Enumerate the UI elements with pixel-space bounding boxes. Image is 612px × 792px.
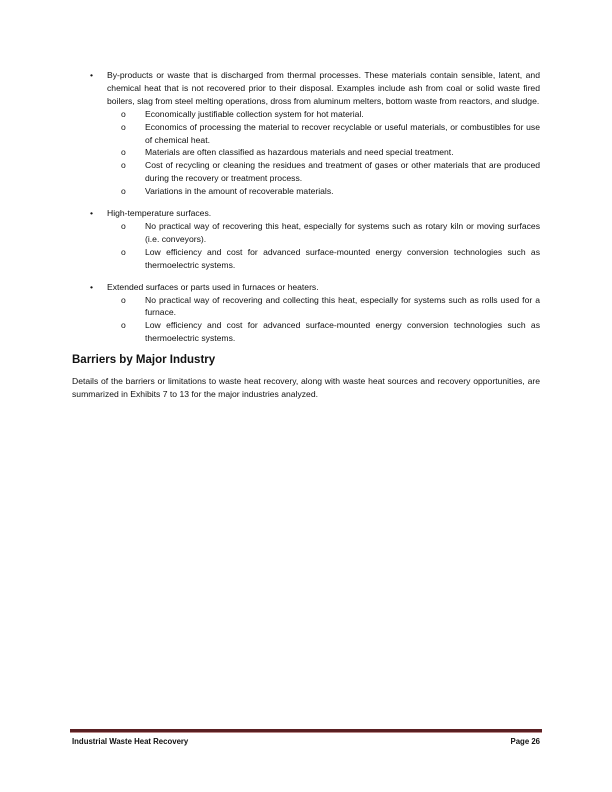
sub-bullet-list [107, 220, 540, 272]
bullet-item [72, 207, 540, 272]
bullet-list [72, 69, 540, 345]
sub-bullet-icon: o [121, 108, 126, 119]
sub-bullet-item [107, 146, 540, 159]
bullet-text: Extended surfaces or parts used in furnaces or heaters. [107, 281, 319, 292]
sub-bullet-icon: o [121, 220, 126, 231]
sub-bullet-list [107, 294, 540, 346]
sub-bullet-item [107, 121, 540, 147]
page-content [72, 69, 540, 401]
bullet-item [72, 281, 540, 346]
sub-bullet-text: No practical way of recovering this heat, especially for systems such as rotary kiln or moving surfaces (i.e. conveyors). [145, 220, 540, 244]
sub-bullet-icon: o [121, 147, 126, 158]
sub-bullet-item [107, 220, 540, 246]
sub-bullet-item [107, 246, 540, 272]
bullet-text: By-products or waste that is discharged from thermal processes. These materials contain sensible, latent, and chemical heat that is not recovered prior to their disposal. Examples include ash from coal or solid waste fired boilers, slag from steel melting operations, dross from aluminum melters, bottom waste from reactors, and sludge. [107, 70, 540, 106]
sub-bullet-text: Cost of recycling or cleaning the residues and treatment of gases or other materials that are produced during the recovery or treatment process. [145, 160, 540, 184]
sub-bullet-text: Low efficiency and cost for advanced surface-mounted energy conversion technologies such as thermoelectric systems. [145, 320, 540, 344]
bullet-item [72, 69, 540, 198]
sub-bullet-icon: o [121, 121, 126, 132]
sub-bullet-item [107, 108, 540, 121]
sub-bullet-text: Variations in the amount of recoverable materials. [145, 186, 334, 197]
bullet-icon: • [90, 208, 94, 219]
sub-bullet-icon: o [121, 160, 126, 171]
bullet-text: High-temperature surfaces. [107, 208, 212, 219]
section-heading: Barriers by Major Industry [72, 354, 216, 367]
sub-bullet-item [107, 294, 540, 320]
sub-bullet-text: Economically justifiable collection system for hot material. [145, 108, 364, 119]
sub-bullet-icon: o [121, 320, 126, 331]
sub-bullet-icon: o [121, 246, 126, 257]
sub-bullet-text: Economics of processing the material to recover recyclable or useful materials, or combustibles for use of chemical heat. [145, 121, 540, 145]
footer-rule-accent [70, 732, 542, 733]
footer-title: Industrial Waste Heat Recovery [72, 737, 189, 746]
sub-bullet-text: No practical way of recovering and collecting this heat, especially for systems such as rolls used for a furnace. [145, 294, 540, 318]
sub-bullet-icon: o [121, 186, 126, 197]
sub-bullet-icon: o [121, 294, 126, 305]
footer-page-number: Page 26 [510, 737, 540, 746]
sub-bullet-text: Materials are often classified as hazardous materials and need special treatment. [145, 147, 454, 158]
bullet-icon: • [90, 70, 94, 80]
sub-bullet-item [107, 159, 540, 185]
sub-bullet-text: Low efficiency and cost for advanced surface-mounted energy conversion technologies such as thermoelectric systems. [145, 246, 540, 270]
sub-bullet-item [107, 319, 540, 345]
bullet-icon: • [90, 281, 94, 292]
sub-bullet-list [107, 108, 540, 198]
body-paragraph: Details of the barriers or limitations to waste heat recovery, along with waste heat sources and recovery opportunities, are summarized in Exhibits 7 to 13 for the major industries analyzed. [72, 376, 540, 399]
sub-bullet-item [107, 185, 540, 198]
